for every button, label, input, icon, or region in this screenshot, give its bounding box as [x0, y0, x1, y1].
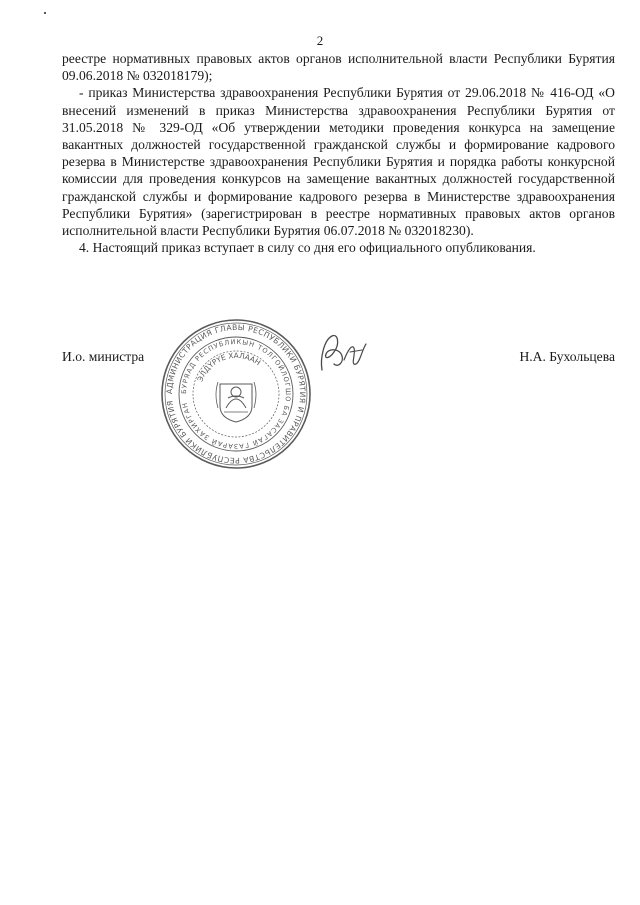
- handwritten-signature: [314, 330, 374, 376]
- paragraph-effective-clause: 4. Настоящий приказ вступает в силу со дня его официального опубликования.: [79, 240, 536, 256]
- signer-title: И.о. министра: [62, 349, 145, 364]
- signer-name: Н.А. Бухольцева: [519, 349, 615, 364]
- official-seal-stamp: [160, 318, 312, 470]
- document-body: [62, 50, 615, 256]
- seal-inner-text: БУРЯАД РЕСПУБЛИКЫН ТОЛГОЙЛОГШО БА ЗАСАГАЙ ГАЗАРАЙ ЗАХИРГАН: [179, 337, 293, 451]
- page-number: 2: [316, 33, 324, 48]
- seal-center-text: ЭЛДҮРҮЕ ХАЛААН: [195, 350, 263, 383]
- paragraph-continuation: реестре нормативных правовых актов органов исполнительной власти Республики Бурятия 09.06.2018 № 032018179);: [62, 51, 615, 84]
- paragraph-order-item: - приказ Министерства здравоохранения Республики Бурятия от 29.06.2018 № 416-ОД «О внесений изменений в приказ Министерства здравоохранения Республики Бурятия от 31.05.2018 № 329-ОД «Об утверждении методики проведения конкурса на замещение вакантных должностей государственной гражданской службы и формирование кадрового резерва в Министерстве здравоохранения Республики Бурятия и порядка работы конкурсной комиссии для проведения конкурсов на замещение вакантных должностей государственной гражданской службы и формирование кадрового резерва в Министерстве здравоохранения Республики Бурятия» (зарегистрирован в реестре нормативных правовых актов органов исполнительной власти Республики Бурятия 06.07.2018 № 032018230).: [62, 85, 615, 239]
- scan-speck: [44, 12, 46, 14]
- coat-of-arms-emblem: [216, 382, 256, 422]
- seal-outer-text: АДМИНИСТРАЦИЯ ГЛАВЫ РЕСПУБЛИКИ БУРЯТИЯ И ПРАВИТЕЛЬСТВА РЕСПУБЛИКИ БУРЯТИЯ: [164, 322, 308, 466]
